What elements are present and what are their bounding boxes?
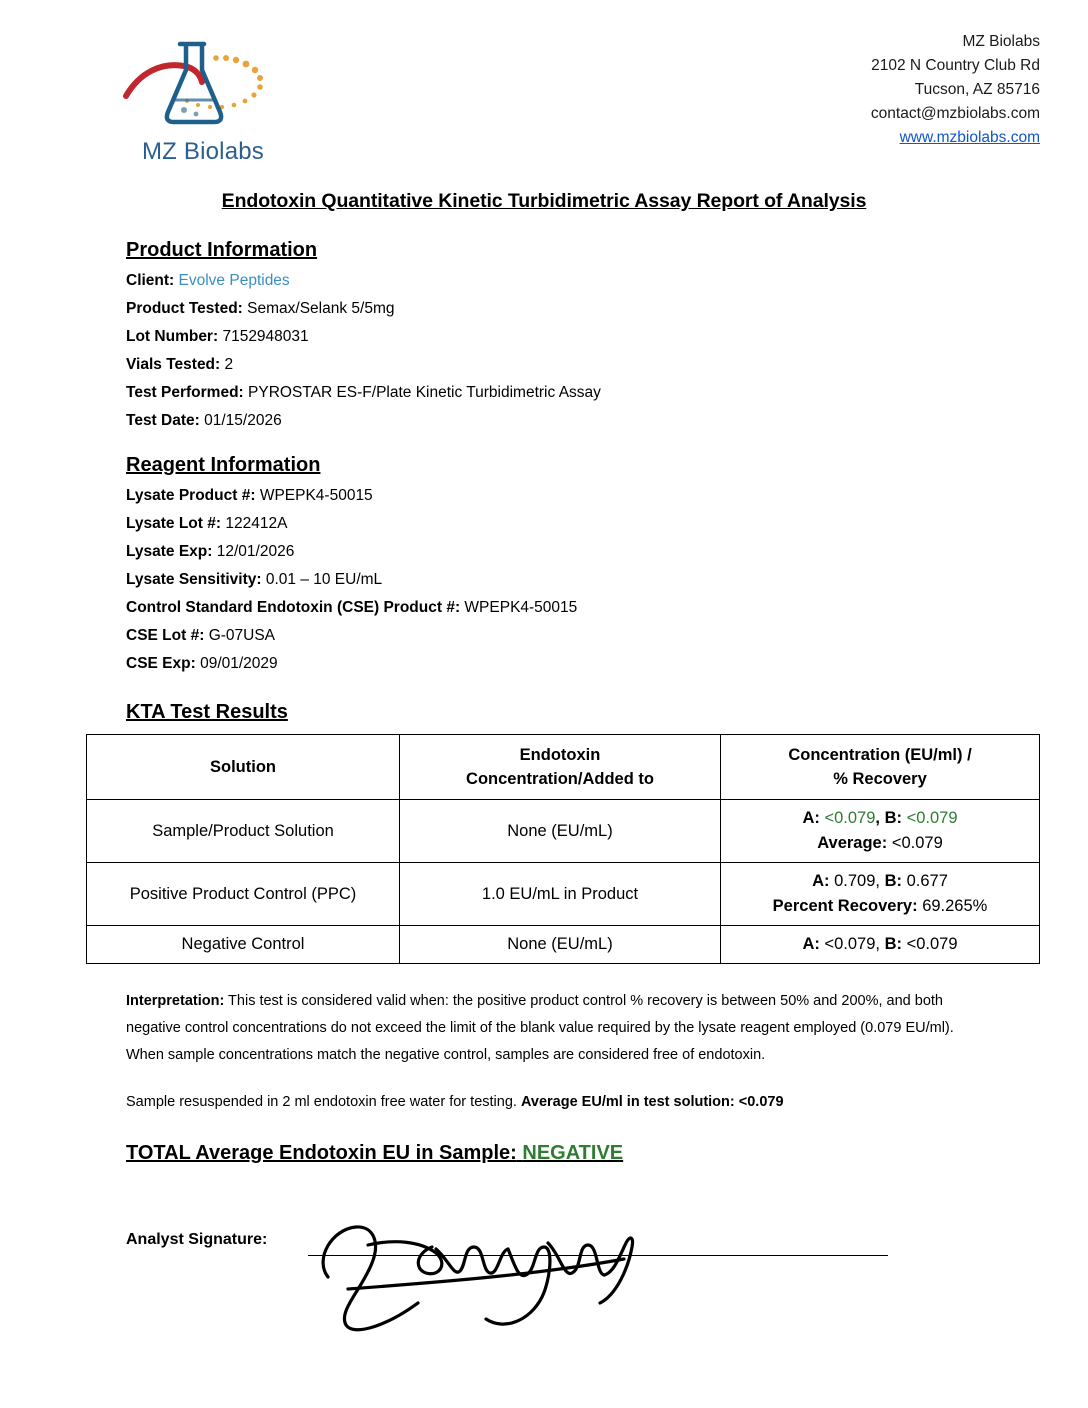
field-lysate-lot-value: 122412A [225,515,288,532]
result-ab-negative [729,932,1031,957]
result-ab-ppc [729,869,1031,894]
field-lot-number [126,324,1088,350]
cell-solution-negative: Negative Control [87,926,400,964]
result-a-value-negative: <0.079, [824,935,880,953]
result-average-sample [729,831,1031,856]
column-header-recovery-line2: % Recovery [833,770,927,788]
result-a-label-ppc: A: [812,872,830,890]
result-percent-recovery-value: 69.265% [922,897,988,915]
field-lysate-exp [126,539,1088,565]
analyst-signature-mark [308,1185,728,1335]
company-logo [108,26,298,166]
result-b-value-negative: <0.079 [906,935,958,953]
field-cse-lot-label: CSE Lot #: [126,627,205,644]
column-header-endotoxin-line1: Endotoxin [519,746,601,764]
interpretation-label: Interpretation: [126,993,225,1009]
result-average-label-sample: Average: [817,834,888,852]
result-b-label-sample: B: [884,809,903,827]
field-client [126,268,1088,294]
result-a-value-sample: <0.079 [824,809,876,827]
analyst-signature-label: Analyst Signature: [126,1231,268,1248]
cell-added-sample: None (EU/mL) [400,800,721,863]
column-header-concentration-recovery [721,735,1040,800]
field-test-performed [126,380,1088,406]
field-cse-exp-label: CSE Exp: [126,655,196,672]
field-client-label: Client: [126,272,175,289]
cell-solution-ppc: Positive Product Control (PPC) [87,863,400,926]
average-eu-value: <0.079 [738,1094,784,1110]
cell-result-ppc [721,863,1040,926]
interpretation-text: This test is considered valid when: the positive product control % recovery is between 50% and 200%, and both negative control concentrations do not exceed the limit of the blank value required by the lysate reagent employed (0.079 EU/ml). When sample concentrations match the negative control, samples are considered free of endotoxin. [126,993,954,1063]
field-cse-product [126,595,1088,621]
field-lysate-exp-label: Lysate Exp: [126,543,213,560]
column-header-endotoxin-line2: Concentration/Added to [466,770,654,788]
page-title: Endotoxin Quantitative Kinetic Turbidimetric Assay Report of Analysis [221,190,867,212]
field-product-tested-value: Semax/Selank 5/5mg [247,300,395,317]
field-lysate-lot-label: Lysate Lot #: [126,515,222,532]
result-percent-recovery-label: Percent Recovery: [772,897,918,915]
result-average-value-sample: <0.079 [891,834,943,852]
field-lysate-product-value: WPEPK4-50015 [259,487,373,504]
field-lysate-product [126,483,1088,509]
company-address-block [871,30,1040,150]
company-name: MZ Biolabs [962,33,1040,50]
field-lysate-product-label: Lysate Product #: [126,487,256,504]
total-average-value: NEGATIVE [522,1142,624,1164]
result-b-value-ppc: 0.677 [906,872,948,890]
result-b-label-negative: B: [884,935,902,953]
column-header-endotoxin-concentration [400,735,721,800]
field-vials-tested [126,352,1088,378]
section-heading-product-information: Product Information [126,239,318,261]
field-cse-lot [126,623,1088,649]
table-header-row [87,735,1040,800]
section-heading-kta-test-results: KTA Test Results [126,701,288,723]
cell-result-negative [721,926,1040,964]
column-header-solution: Solution [87,735,400,800]
total-average-label: TOTAL Average Endotoxin EU in Sample: [126,1142,517,1164]
resuspension-text: Sample resuspended in 2 ml endotoxin free water for testing [126,1094,513,1110]
company-website-link[interactable]: www.mzbiolabs.com [899,129,1040,146]
field-product-tested [126,296,1088,322]
total-average-endotoxin [126,1142,1088,1165]
cell-added-negative: None (EU/mL) [400,926,721,964]
field-lysate-lot [126,511,1088,537]
result-percent-recovery-ppc [729,894,1031,919]
cell-added-ppc: 1.0 EU/mL in Product [400,863,721,926]
flask-logo-icon [118,26,288,141]
kta-results-table-wrapper [86,734,1002,964]
result-a-label-sample: A: [802,809,820,827]
field-product-tested-label: Product Tested: [126,300,243,317]
table-row [87,800,1040,863]
field-lysate-sensitivity-label: Lysate Sensitivity: [126,571,262,588]
field-test-date-label: Test Date: [126,412,200,429]
cell-result-sample [721,800,1040,863]
average-eu-label: Average EU/ml in test solution: [520,1094,735,1110]
field-test-date [126,408,1088,434]
result-b-label-ppc: B: [884,872,902,890]
result-a-label-negative: A: [802,935,820,953]
field-cse-product-value: WPEPK4-50015 [464,599,578,616]
result-ab-sample: A: <0.079, B: <0.079 [802,809,958,827]
field-test-performed-value: PYROSTAR ES-F/Plate Kinetic Turbidimetric Assay [248,384,601,401]
field-vials-tested-label: Vials Tested: [126,356,221,373]
field-lot-number-value: 7152948031 [222,328,309,345]
field-cse-product-label: Control Standard Endotoxin (CSE) Product #: [126,599,461,616]
field-lot-number-label: Lot Number: [126,328,219,345]
analyst-signature-row [126,1213,1088,1293]
field-lysate-exp-value: 12/01/2026 [216,543,295,560]
field-vials-tested-value: 2 [224,356,234,373]
cell-solution-sample: Sample/Product Solution [87,800,400,863]
field-lysate-sensitivity-value: 0.01 – 10 EU/mL [265,571,383,588]
document-header [0,18,1088,168]
table-row [87,926,1040,964]
column-header-recovery-line1: Concentration (EU/ml) / [788,746,972,764]
address-line-2: Tucson, AZ 85716 [914,81,1040,98]
field-test-date-value: 01/15/2026 [204,412,282,429]
section-heading-reagent-information: Reagent Information [126,454,321,476]
field-cse-exp [126,651,1088,677]
result-b-value-sample: <0.079 [906,809,958,827]
field-cse-exp-value: 09/01/2029 [200,655,278,672]
field-test-performed-label: Test Performed: [126,384,244,401]
resuspension-separator: . [512,1094,517,1110]
result-a-value-ppc: 0.709, [834,872,880,890]
address-line-1: 2102 N Country Club Rd [871,57,1040,74]
field-client-value: Evolve Peptides [178,272,290,289]
logo-wordmark: MZ Biolabs [141,138,265,165]
resuspension-paragraph [126,1089,956,1116]
kta-results-table [86,734,1040,964]
contact-email: contact@mzbiolabs.com [870,105,1040,122]
interpretation-paragraph [126,988,956,1069]
table-row [87,863,1040,926]
field-cse-lot-value: G-07USA [208,627,276,644]
document-body [0,190,1088,1293]
field-lysate-sensitivity [126,567,1088,593]
